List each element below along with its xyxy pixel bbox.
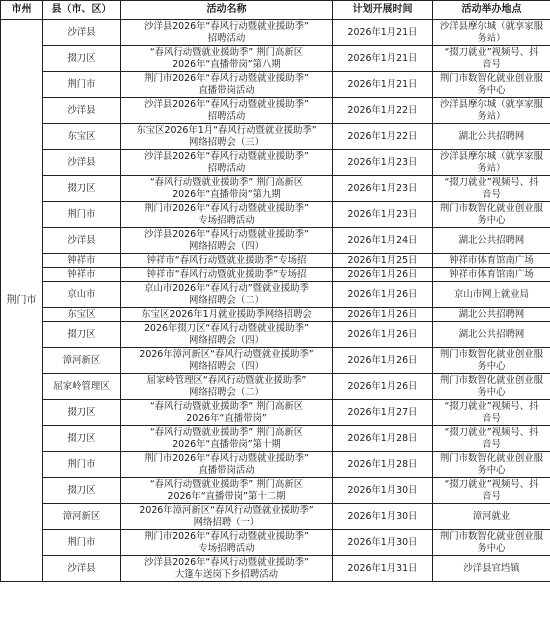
venue-cell: 荆门市数智化就业创业服 务中心: [433, 72, 550, 98]
table-row: [1, 530, 550, 556]
activity-name-cell: 荆门市2026年“春风行动暨就业援助季” 专场招聘活动: [121, 530, 333, 556]
date-cell: 2026年1月30日: [333, 530, 433, 556]
table-row: [1, 46, 550, 72]
activity-name-cell: “春风行动暨就业援助季” 荆门高新区 2026年“直播带岗”第十二期: [121, 478, 333, 504]
county-cell: 漳河新区: [43, 504, 121, 530]
date-cell: 2026年1月21日: [333, 20, 433, 46]
date-cell: 2026年1月25日: [333, 254, 433, 268]
venue-cell: 沙洋县摩尔城（就享家服 务站）: [433, 20, 550, 46]
venue-cell: 沙洋县官垱镇: [433, 556, 550, 582]
date-cell: 2026年1月23日: [333, 150, 433, 176]
activity-name-cell: 沙洋县2026年“春风行动暨就业援助季” 招聘活动: [121, 98, 333, 124]
venue-cell: “掇刀就业”视频号、抖 音号: [433, 176, 550, 202]
county-cell: 掇刀区: [43, 322, 121, 348]
table-row: [1, 228, 550, 254]
date-cell: 2026年1月27日: [333, 400, 433, 426]
date-cell: 2026年1月28日: [333, 452, 433, 478]
county-cell: 京山市: [43, 282, 121, 308]
header-row: [1, 1, 550, 20]
county-cell: 东宝区: [43, 308, 121, 322]
table-row: [1, 124, 550, 150]
date-cell: 2026年1月23日: [333, 202, 433, 228]
activity-name-cell: 2026年掇刀区“春风行动暨就业援助季” 网络招聘会（四）: [121, 322, 333, 348]
table-row: [1, 282, 550, 308]
county-cell: 掇刀区: [43, 426, 121, 452]
header-county: 县（市、区）: [43, 1, 121, 20]
table-row: [1, 374, 550, 400]
date-cell: 2026年1月26日: [333, 322, 433, 348]
table-row: [1, 98, 550, 124]
county-cell: 沙洋县: [43, 20, 121, 46]
activity-name-cell: 2026年漳河新区“春风行动暨就业援助季” 网络招聘会（四）: [121, 348, 333, 374]
activity-name-cell: “春风行动暨就业援助季” 荆门高新区 2026年“直播带岗”第八期: [121, 46, 333, 72]
county-cell: 沙洋县: [43, 98, 121, 124]
date-cell: 2026年1月26日: [333, 348, 433, 374]
table-row: [1, 254, 550, 268]
venue-cell: 京山市网上就业局: [433, 282, 550, 308]
venue-cell: 湖北公共招聘网: [433, 124, 550, 150]
table-row: [1, 556, 550, 582]
table-row: [1, 400, 550, 426]
venue-cell: “掇刀就业”视频号、抖 音号: [433, 478, 550, 504]
activity-name-cell: 沙洋县2026年“春风行动暨就业援助季” 网络招聘会（四）: [121, 228, 333, 254]
table-row: [1, 452, 550, 478]
activity-name-cell: “春风行动暨就业援助季” 荆门高新区 2026年“直播带岗”第九期: [121, 176, 333, 202]
activity-name-cell: 京山市2026年“春风行动”暨就业援助季 网络招聘会（二）: [121, 282, 333, 308]
date-cell: 2026年1月28日: [333, 426, 433, 452]
activity-name-cell: 东宝区2026年1月就业援助季网络招聘会: [121, 308, 333, 322]
county-cell: 钟祥市: [43, 268, 121, 282]
venue-cell: 沙洋县摩尔城（就享家服 务站）: [433, 150, 550, 176]
date-cell: 2026年1月31日: [333, 556, 433, 582]
date-cell: 2026年1月23日: [333, 176, 433, 202]
county-cell: 荆门市: [43, 202, 121, 228]
venue-cell: 漳河就业: [433, 504, 550, 530]
table-row: [1, 176, 550, 202]
venue-cell: 荆门市数智化就业创业服 务中心: [433, 348, 550, 374]
table-row: [1, 348, 550, 374]
county-cell: 掇刀区: [43, 46, 121, 72]
table-row: [1, 478, 550, 504]
table-row: [1, 72, 550, 98]
activity-name-cell: 钟祥市“春风行动暨就业援助季”专场招: [121, 254, 333, 268]
date-cell: 2026年1月26日: [333, 282, 433, 308]
county-cell: 沙洋县: [43, 150, 121, 176]
activity-name-cell: “春风行动暨就业援助季” 荆门高新区 2026年“直播带岗”: [121, 400, 333, 426]
venue-cell: 湖北公共招聘网: [433, 308, 550, 322]
table-row: [1, 426, 550, 452]
venue-cell: “掇刀就业”视频号、抖 音号: [433, 46, 550, 72]
date-cell: 2026年1月21日: [333, 72, 433, 98]
date-cell: 2026年1月22日: [333, 98, 433, 124]
activity-name-cell: 东宝区2026年1月“春风行动暨就业援助季” 网络招聘会（三）: [121, 124, 333, 150]
county-cell: 漳河新区: [43, 348, 121, 374]
table-row: [1, 504, 550, 530]
table-row: [1, 202, 550, 228]
activity-name-cell: 屈家岭管理区“春风行动暨就业援助季” 网络招聘会（二）: [121, 374, 333, 400]
activity-name-cell: 荆门市2026年“春风行动暨就业援助季” 直播带岗活动: [121, 72, 333, 98]
date-cell: 2026年1月26日: [333, 374, 433, 400]
date-cell: 2026年1月21日: [333, 46, 433, 72]
county-cell: 掇刀区: [43, 478, 121, 504]
header-city: 市州: [1, 1, 43, 20]
county-cell: 荆门市: [43, 530, 121, 556]
date-cell: 2026年1月26日: [333, 268, 433, 282]
county-cell: 荆门市: [43, 72, 121, 98]
venue-cell: 钟祥市体育馆南广场: [433, 254, 550, 268]
venue-cell: 湖北公共招聘网: [433, 228, 550, 254]
header-planned-date: 计划开展时间: [333, 1, 433, 20]
county-cell: 掇刀区: [43, 176, 121, 202]
county-cell: 荆门市: [43, 452, 121, 478]
table-row: [1, 308, 550, 322]
activity-name-cell: 荆门市2026年“春风行动暨就业援助季” 直播带岗活动: [121, 452, 333, 478]
venue-cell: 荆门市数智化就业创业服 务中心: [433, 530, 550, 556]
county-cell: 东宝区: [43, 124, 121, 150]
table-row: [1, 150, 550, 176]
activity-name-cell: 沙洋县2026年“春风行动暨就业援助季” 大篷车送岗下乡招聘活动: [121, 556, 333, 582]
venue-cell: 沙洋县摩尔城（就享家服 务站）: [433, 98, 550, 124]
activity-name-cell: 沙洋县2026年“春风行动暨就业援助季” 招聘活动: [121, 20, 333, 46]
county-cell: 钟祥市: [43, 254, 121, 268]
venue-cell: 湖北公共招聘网: [433, 322, 550, 348]
county-cell: 掇刀区: [43, 400, 121, 426]
activity-name-cell: 荆门市2026年“春风行动暨就业援助季” 专场招聘活动: [121, 202, 333, 228]
venue-cell: 荆门市数智化就业创业服 务中心: [433, 202, 550, 228]
venue-cell: 钟祥市体育馆南广场: [433, 268, 550, 282]
date-cell: 2026年1月30日: [333, 504, 433, 530]
header-venue: 活动举办地点: [433, 1, 550, 20]
venue-cell: “掇刀就业”视频号、抖 音号: [433, 426, 550, 452]
date-cell: 2026年1月26日: [333, 308, 433, 322]
header-activity-name: 活动名称: [121, 1, 333, 20]
date-cell: 2026年1月24日: [333, 228, 433, 254]
county-cell: 沙洋县: [43, 556, 121, 582]
table-row: [1, 20, 550, 46]
activity-name-cell: “春风行动暨就业援助季” 荆门高新区 2026年“直播带岗”第十期: [121, 426, 333, 452]
venue-cell: “掇刀就业”视频号、抖 音号: [433, 400, 550, 426]
date-cell: 2026年1月30日: [333, 478, 433, 504]
activity-name-cell: 沙洋县2026年“春风行动暨就业援助季” 招聘活动: [121, 150, 333, 176]
date-cell: 2026年1月22日: [333, 124, 433, 150]
activity-name-cell: 钟祥市“春风行动暨就业援助季”专场招: [121, 268, 333, 282]
venue-cell: 荆门市数智化就业创业服 务中心: [433, 452, 550, 478]
county-cell: 沙洋县: [43, 228, 121, 254]
venue-cell: 荆门市数智化就业创业服 务中心: [433, 374, 550, 400]
city-cell: 荆门市: [1, 20, 43, 582]
county-cell: 屈家岭管理区: [43, 374, 121, 400]
table-row: [1, 268, 550, 282]
activity-name-cell: 2026年漳河新区“春风行动暨就业援助季” 网络招聘（一）: [121, 504, 333, 530]
table-row: [1, 322, 550, 348]
